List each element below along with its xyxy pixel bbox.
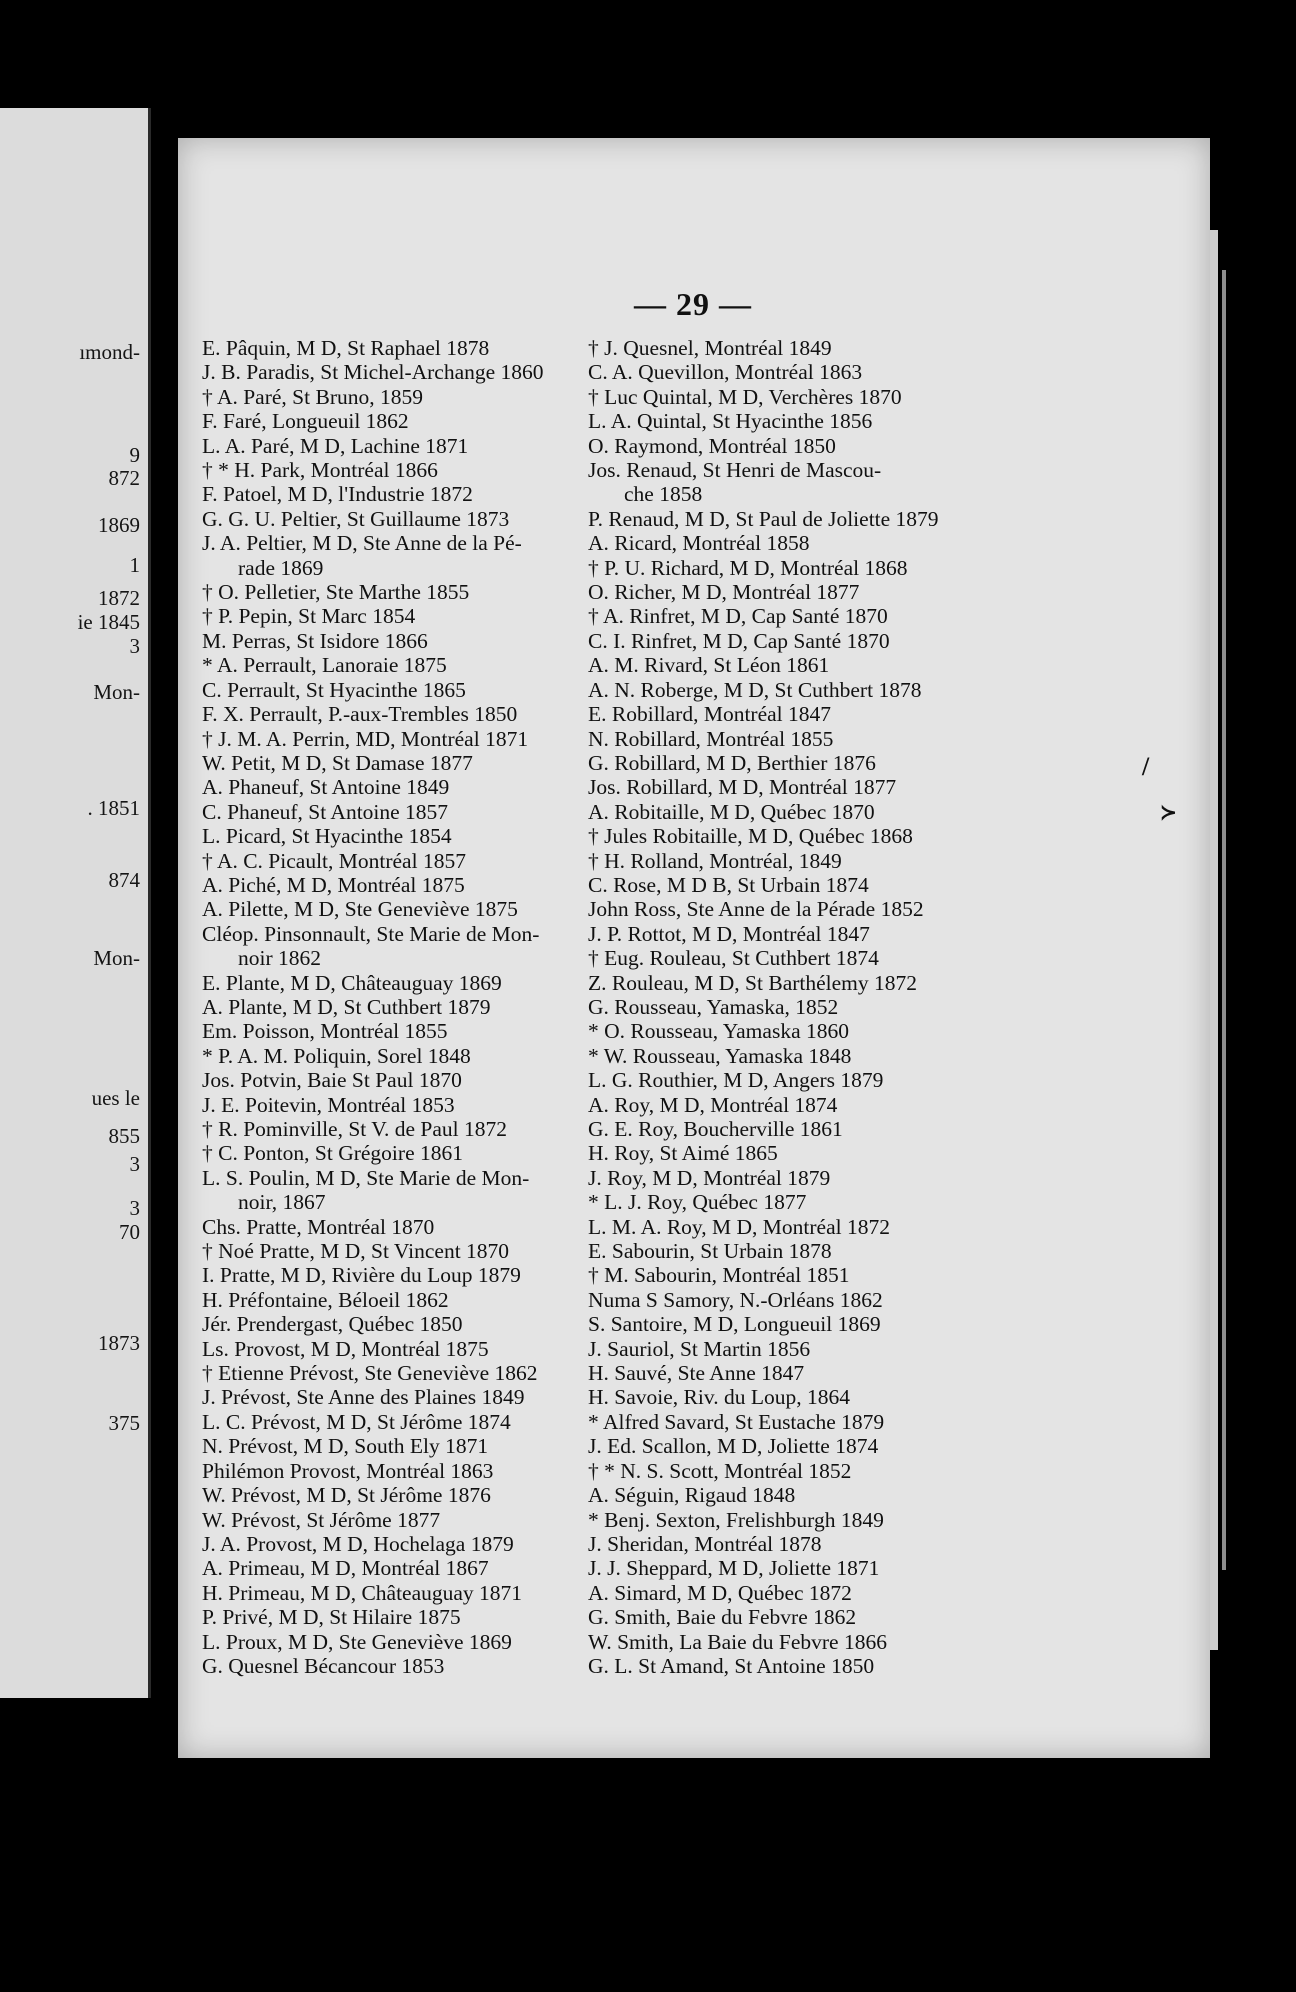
directory-entry: † A. Rinfret, M D, Cap Santé 1870 <box>588 604 888 629</box>
directory-entry: † P. U. Richard, M D, Montréal 1868 <box>588 555 908 580</box>
directory-entry: L. A. Paré, M D, Lachine 1871 <box>202 433 469 458</box>
directory-entry: E. Pâquin, M D, St Raphael 1878 <box>202 336 490 360</box>
page-edge-shadow <box>1222 270 1226 1570</box>
directory-entry: C. Perrault, St Hyacinthe 1865 <box>202 677 466 702</box>
directory-entry: A. M. Rivard, St Léon 1861 <box>588 653 830 678</box>
directory-entry: A. Séguin, Rigaud 1848 <box>588 1483 796 1508</box>
directory-entry: M. Perras, St Isidore 1866 <box>202 628 428 653</box>
prev-text: 70 <box>119 1220 140 1244</box>
directory-entry: Jos. Potvin, Baie St Paul 1870 <box>202 1068 462 1093</box>
directory-entry: * Benj. Sexton, Frelishburgh 1849 <box>588 1507 884 1532</box>
directory-entry: A. Piché, M D, Montréal 1875 <box>202 872 465 897</box>
directory-entry: Cléop. Pinsonnault, Ste Marie de Mon- <box>202 921 540 946</box>
page-edge <box>1210 230 1218 1650</box>
directory-entry: P. Renaud, M D, St Paul de Joliette 1879 <box>588 506 939 531</box>
directory-entry: O. Raymond, Montréal 1850 <box>588 433 836 458</box>
prev-text: ues le <box>91 1086 140 1110</box>
directory-entry-continuation: che 1858 <box>624 482 703 507</box>
directory-entry: Philémon Provost, Montréal 1863 <box>202 1458 494 1483</box>
directory-entry: * Alfred Savard, St Eustache 1879 <box>588 1409 885 1434</box>
prev-text: 9 <box>129 443 140 467</box>
directory-entry: † Jules Robitaille, M D, Québec 1868 <box>588 824 913 849</box>
directory-entry: Jos. Renaud, St Henri de Mascou- <box>588 458 882 483</box>
directory-entry: J. Ed. Scallon, M D, Joliette 1874 <box>588 1434 879 1459</box>
directory-entry: Em. Poisson, Montréal 1855 <box>202 1019 448 1044</box>
directory-entry: L. Proux, M D, Ste Geneviève 1869 <box>202 1629 512 1654</box>
prev-text: Mon- <box>93 680 140 704</box>
right-column <box>588 336 1200 1678</box>
directory-entry: † J. Quesnel, Montréal 1849 <box>588 336 832 360</box>
directory-entry: A. N. Roberge, M D, St Cuthbert 1878 <box>588 677 922 702</box>
directory-entry: A. Robitaille, M D, Québec 1870 <box>588 799 875 824</box>
directory-entry: E. Robillard, Montréal 1847 <box>588 702 832 727</box>
directory-entry: F. X. Perrault, P.-aux-Trembles 1850 <box>202 702 518 727</box>
directory-entry: C. Phaneuf, St Antoine 1857 <box>202 799 449 824</box>
directory-entry: L. C. Prévost, M D, St Jérôme 1874 <box>202 1409 511 1434</box>
left-column <box>202 336 614 1678</box>
directory-entry: L. S. Poulin, M D, Ste Marie de Mon- <box>202 1165 530 1190</box>
prev-text: 1869 <box>98 513 140 537</box>
directory-entry: A. Phaneuf, St Antoine 1849 <box>202 775 450 800</box>
directory-entry: C. A. Quevillon, Montréal 1863 <box>588 360 863 385</box>
directory-entry: A. Pilette, M D, Ste Geneviève 1875 <box>202 897 518 922</box>
directory-entry: * P. A. M. Poliquin, Sorel 1848 <box>202 1043 471 1068</box>
directory-entry: N. Prévost, M D, South Ely 1871 <box>202 1434 489 1459</box>
prev-text: ımond- <box>79 340 140 364</box>
directory-entry: G. Smith, Baie du Febvre 1862 <box>588 1605 857 1630</box>
directory-entry: C. I. Rinfret, M D, Cap Santé 1870 <box>588 628 890 653</box>
directory-entry: † M. Sabourin, Montréal 1851 <box>588 1263 850 1288</box>
directory-entry: Jér. Prendergast, Québec 1850 <box>202 1312 463 1337</box>
directory-entry: J. B. Paradis, St Michel-Archange 1860 <box>202 360 544 385</box>
directory-entry: Numa S Samory, N.-Orléans 1862 <box>588 1287 883 1312</box>
directory-entry: C. Rose, M D B, St Urbain 1874 <box>588 872 869 897</box>
prev-text: 3 <box>129 1196 140 1220</box>
directory-entry: J. E. Poitevin, Montréal 1853 <box>202 1092 455 1117</box>
directory-entry: J. Sheridan, Montréal 1878 <box>588 1531 822 1556</box>
directory-entry: Ls. Provost, M D, Montréal 1875 <box>202 1336 489 1361</box>
directory-entry: F. Patoel, M D, l'Industrie 1872 <box>202 482 473 507</box>
directory-entry: W. Petit, M D, St Damase 1877 <box>202 750 473 775</box>
directory-entry: W. Prévost, St Jérôme 1877 <box>202 1507 441 1532</box>
directory-entry: J. J. Sheppard, M D, Joliette 1871 <box>588 1556 880 1581</box>
directory-entry-continuation: noir 1862 <box>238 946 322 971</box>
prev-text: ie 1845 <box>77 610 140 634</box>
directory-entry: * A. Perrault, Lanoraie 1875 <box>202 653 447 678</box>
directory-entry: H. Primeau, M D, Châteauguay 1871 <box>202 1580 523 1605</box>
directory-entry: † H. Rolland, Montréal, 1849 <box>588 848 842 873</box>
directory-entry: * L. J. Roy, Québec 1877 <box>588 1190 807 1215</box>
document-page <box>178 138 1210 1758</box>
directory-entry-continuation: noir, 1867 <box>238 1190 326 1215</box>
prev-text: Mon- <box>93 946 140 970</box>
directory-entry: L. A. Quintal, St Hyacinthe 1856 <box>588 409 873 434</box>
directory-entry: † J. M. A. Perrin, MD, Montréal 1871 <box>202 726 529 751</box>
directory-entry: G. Rousseau, Yamaska, 1852 <box>588 994 839 1019</box>
directory-entry: F. Faré, Longueuil 1862 <box>202 409 409 434</box>
directory-entry: O. Richer, M D, Montréal 1877 <box>588 580 860 605</box>
directory-entry: * W. Rousseau, Yamaska 1848 <box>588 1043 852 1068</box>
directory-entry: † P. Pepin, St Marc 1854 <box>202 604 416 629</box>
directory-entry: A. Roy, M D, Montréal 1874 <box>588 1092 838 1117</box>
directory-entry: A. Ricard, Montréal 1858 <box>588 531 810 556</box>
directory-entry: A. Primeau, M D, Montréal 1867 <box>202 1556 489 1581</box>
directory-entry: E. Plante, M D, Châteauguay 1869 <box>202 970 502 995</box>
directory-entry: H. Savoie, Riv. du Loup, 1864 <box>588 1385 850 1410</box>
directory-entry: G. G. U. Peltier, St Guillaume 1873 <box>202 506 510 531</box>
directory-entry: A. Plante, M D, St Cuthbert 1879 <box>202 994 491 1019</box>
directory-entry: John Ross, Ste Anne de la Pérade 1852 <box>588 897 924 922</box>
directory-entry: G. Quesnel Bécancour 1853 <box>202 1653 445 1678</box>
directory-entry: G. L. St Amand, St Antoine 1850 <box>588 1653 875 1678</box>
directory-entry: H. Roy, St Aimé 1865 <box>588 1141 778 1166</box>
prev-text: 874 <box>108 868 140 892</box>
directory-entry: E. Sabourin, St Urbain 1878 <box>588 1239 832 1264</box>
directory-entry: N. Robillard, Montréal 1855 <box>588 726 834 751</box>
directory-entry: † Luc Quintal, M D, Verchères 1870 <box>588 384 902 409</box>
directory-entry: Chs. Pratte, Montréal 1870 <box>202 1214 435 1239</box>
directory-entry: † * H. Park, Montréal 1866 <box>202 458 438 483</box>
prev-text: 3 <box>129 1152 140 1176</box>
directory-entry: J. A. Provost, M D, Hochelaga 1879 <box>202 1531 514 1556</box>
directory-entry: H. Sauvé, Ste Anne 1847 <box>588 1361 805 1386</box>
prev-text: 1 <box>129 553 140 577</box>
directory-entry: † A. Paré, St Bruno, 1859 <box>202 384 423 409</box>
directory-entry: Z. Rouleau, M D, St Barthélemy 1872 <box>588 970 918 995</box>
directory-entry: † A. C. Picault, Montréal 1857 <box>202 848 466 873</box>
directory-entry: † Noé Pratte, M D, St Vincent 1870 <box>202 1239 510 1264</box>
directory-entry: W. Prévost, M D, St Jérôme 1876 <box>202 1483 491 1508</box>
directory-entry: W. Smith, La Baie du Febvre 1866 <box>588 1629 887 1654</box>
directory-entry: H. Préfontaine, Béloeil 1862 <box>202 1287 449 1312</box>
prev-text: . 1851 <box>87 796 140 820</box>
directory-entry: I. Pratte, M D, Rivière du Loup 1879 <box>202 1263 521 1288</box>
directory-entry: † * N. S. Scott, Montréal 1852 <box>588 1458 852 1483</box>
prev-text: 855 <box>108 1124 140 1148</box>
directory-entry: P. Privé, M D, St Hilaire 1875 <box>202 1605 461 1630</box>
directory-entry: A. Simard, M D, Québec 1872 <box>588 1580 852 1605</box>
prev-text: 872 <box>108 466 140 490</box>
prev-text: 3 <box>129 634 140 658</box>
prev-text: 1873 <box>98 1331 140 1355</box>
directory-entry: † Etienne Prévost, Ste Geneviève 1862 <box>202 1361 538 1386</box>
directory-entry: J. P. Rottot, M D, Montréal 1847 <box>588 921 870 946</box>
directory-entry: L. Picard, St Hyacinthe 1854 <box>202 824 452 849</box>
directory-entry: G. Robillard, M D, Berthier 1876 <box>588 750 876 775</box>
directory-entry: Jos. Robillard, M D, Montréal 1877 <box>588 775 897 800</box>
directory-entry: J. Roy, M D, Montréal 1879 <box>588 1165 831 1190</box>
page-number: — 29 — <box>634 286 752 322</box>
directory-entry: L. G. Routhier, M D, Angers 1879 <box>588 1068 884 1093</box>
directory-entry: G. E. Roy, Boucherville 1861 <box>588 1117 843 1141</box>
directory-entry-continuation: rade 1869 <box>238 555 324 580</box>
directory-entry: † C. Ponton, St Grégoire 1861 <box>202 1141 463 1166</box>
directory-entry: J. A. Peltier, M D, Ste Anne de la Pé- <box>202 531 522 556</box>
previous-page-fragment <box>0 108 151 1698</box>
directory-entry: † O. Pelletier, Ste Marthe 1855 <box>202 580 470 605</box>
directory-entry: S. Santoire, M D, Longueuil 1869 <box>588 1312 881 1337</box>
directory-entry: † Eug. Rouleau, St Cuthbert 1874 <box>588 946 879 971</box>
ink-mark: ≻ <box>1160 802 1177 824</box>
directory-entry: * O. Rousseau, Yamaska 1860 <box>588 1019 849 1044</box>
directory-entry: † R. Pominville, St V. de Paul 1872 <box>202 1117 508 1141</box>
directory-entry: J. Prévost, Ste Anne des Plaines 1849 <box>202 1385 525 1410</box>
directory-entry: L. M. A. Roy, M D, Montréal 1872 <box>588 1214 890 1239</box>
directory-entry: J. Sauriol, St Martin 1856 <box>588 1336 811 1361</box>
ink-mark: / <box>1142 752 1150 781</box>
prev-text: 1872 <box>98 586 140 610</box>
prev-text: 375 <box>108 1411 140 1435</box>
